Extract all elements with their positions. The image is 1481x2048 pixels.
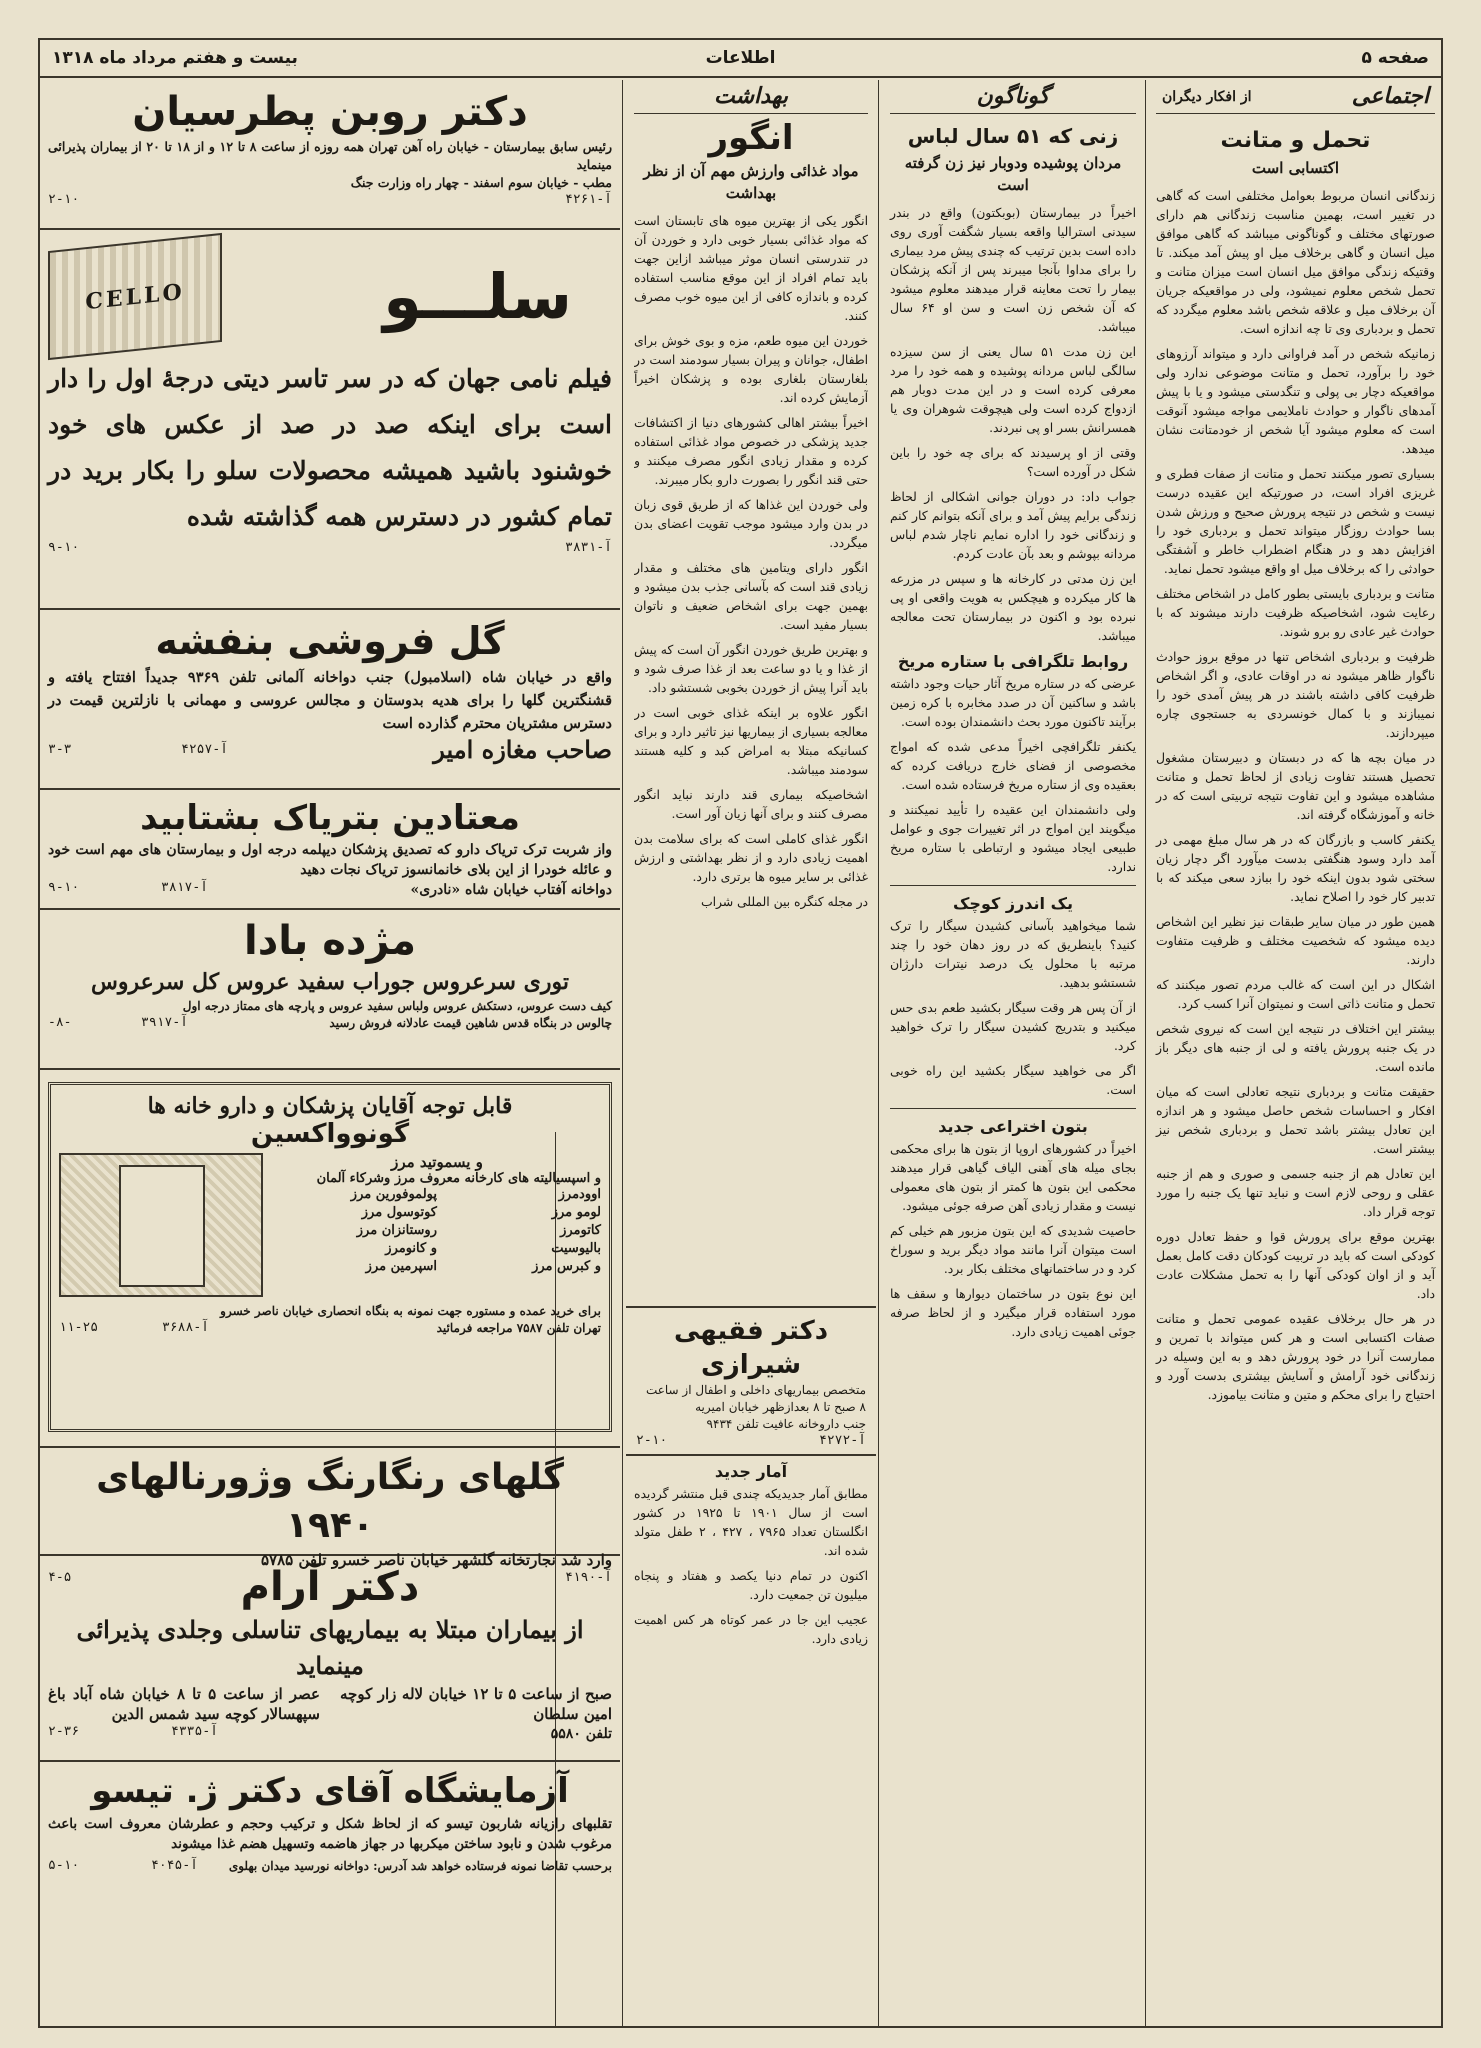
paragraph: بهترین موقع برای پرورش قوا و حفظ تعادل دوره کودکی است که باید در تربیت کودکان دقت کامل بعمل آید و از اوان کودکی آنها را به تحمل مشکلات عادت داد. [1156,1230,1435,1301]
article-body [1156,187,1435,1405]
ad-laboratory [40,1762,620,1912]
ad-doctor-faghihi [626,1306,876,1456]
ad-address: برحسب تقاضا نمونه فرستاده خواهد شد آدرس: دواخانه نورسید میدان بهلوی [228,1859,612,1873]
ad-code-row [59,1320,209,1337]
ad-code: آ-۳۸۱۷ [161,880,208,895]
paragraph: انگور یکی از بهترین میوه های تابستان است که مواد غذائی بسیار خوبی دارد و خوردن آن در تندرستی انسان موثر میباشد ازاین جهت باید تمام افراد از این موقع مناسب استفاده کرده و باندازه کافی از این میوه خوب مصرف کنند. [634,214,868,323]
ad-code: آ-۳۶۸۸ [162,1320,209,1335]
ad-hours-evening: عصر از ساعت ۵ تا ۸ خیابان شاه آباد باغ سپهسالار کوچه سید شمس الدین [48,1685,320,1723]
ad-title: معتادین بتریاک بشتابید [140,798,520,838]
ad-code-secondary: ۳-۳ [48,742,72,757]
paragraph: و بهترین طریق خوردن انگور آن است که پیش از غذا و یا دو ساعت بعد از غذا صرف شود و باید آنرا پیش از خوردن بخوبی شستشو داد. [634,643,868,695]
product-item: لومو مرز [551,1205,601,1220]
paragraph: این زن مدت ۵۱ سال یعنی از سن سیزده سالگی لباس مردانه پوشیده و همه خود را مرد معرفی کرده است و در این مدت دوبار هم ازدواج کرده است ولی هیچوقت شوهران وی یا همسرانش بسر او پی نبردند. [890,345,1136,435]
masthead [40,40,1441,78]
ad-code: آ-۴۱۹۰ [565,1570,612,1585]
paragraph: انگور غذای کاملی است که برای سلامت بدن اهمیت زیادی دارد و از نظر بهداشتی و ارزش غذائی بر سایر میوه ها برتری دارد. [634,832,868,884]
product-item: کاتومرز [560,1223,601,1238]
ad-title: گلهای رنگارنگ وژورنالهای ۱۹۴۰ [96,1457,564,1546]
ad-text: کیف دست عروس، دستکش عروس ولباس سفید عروس و پارچه های ممتاز درجه اول [182,999,612,1013]
section-kicker: اجتماعی [1351,84,1429,109]
film-box-image [48,232,222,359]
ad-bridal [40,910,620,1070]
issue-date: بیست و هفتم مرداد ماه ۱۳۱۸ [52,48,298,68]
product-list [273,1186,601,1276]
ad-hours-morning: صبح از ساعت ۵ تا ۱۲ خیابان لاله زار کوچه امین سلطان [340,1685,612,1723]
ad-code-secondary: ۵-۱۰ [48,1858,80,1873]
ad-line: جنب داروخانه عافیت تلفن ۹۴۳۴ [706,1417,866,1431]
paragraph: بسیاری تصور میکنند تحمل و متانت از صفات فطری و غریزی افراد است، در صورتیکه این عقیده درست نیست و شخص در نتیجه پرورش صحیح و ورزش شدن بسا حوادث روزگار میتواند تحمل و بردباری خود را افزایش دهد و در هنگام اضطراب خاطر و آشفتگی حوادثی را که برخلاف میل او واقع میشود تحمل نماید. [1156,467,1435,576]
ad-code: آ-۴۰۴۵ [151,1858,198,1873]
ad-code-secondary: -۸- [48,1015,72,1030]
paragraph: عجیب این جا در عمر کوتاه هر کس اهمیت زیادی دارد. [634,1613,868,1646]
article-body [634,212,868,1302]
ad-code-secondary: ۹-۱۰ [48,540,80,555]
ad-title: مژده بادا [244,918,416,964]
section-kicker: بهداشت [714,84,788,109]
column-ads [40,80,620,2026]
paragraph: اگر می خواهید سیگار بکشید این راه خوبی است. [890,1064,1136,1097]
paragraph: این زن مدتی در کارخانه ها و سپس در مزرعه ها کار میکرده و هیچکس به هویت واقعی او پی نبرده بود و اکنون در بیمارستان تحت معالجه میباشد. [890,572,1136,643]
ad-title: دکتر آرام [240,1564,420,1610]
paragraph: یکنفر تلگرافچی اخیراً مدعی شده که امواج مخصوصی از فضای خارج دریافت کرده که بعقیده وی از ستاره مریخ فرستاده شده است. [890,740,1136,792]
article-subtitle: مواد غذائی وارزش مهم آن از نظر بهداشت [643,162,859,202]
ad-code-row [636,1433,866,1448]
paragraph: مطابق آمار جدیدیکه چندی قبل منتشر گردیده است از سال ۱۹۰۱ تا ۱۹۲۵ در کشور انگلستان تعداد ۷۹۶۵ ، ۴۲۷ ، ۲ طفل متولد شده اند. [634,1487,869,1558]
ad-pharma [40,1070,620,1448]
section-header [634,80,868,114]
paragraph: در مجله کنگره بین المللی شراب [701,895,868,909]
article-heading-smoke: یک اندرز کوچک [953,894,1073,913]
paragraph: خوردن این میوه طعم، مزه و بوی خوش برای اطفال، جوانان و پیران بسیار سودمند است در بلغارستان بلغاری بوده و پزشکان اخیراً آزمایش کرده اند. [634,334,868,405]
ad-line: مطب - خیابان سوم اسفند - چهار راه وزارت جنگ [350,175,612,190]
paragraph: همین طور در میان سایر طبقات نیز نظیر این اشخاص دیده میشود که شخصیت مختلف و ظرفیت متفاوت دارند. [1156,915,1435,967]
paragraph: اخیراً در بیمارستان (بوبکتون) واقع در بندر سیدنی استرالیا واقعه بسیار شگفت آوری روی داده است بدین ترتیب که چندی پیش مرد بیماری را برای مداوا بآنجا میبرند پس از آنکه پزشکان بیمار را تحت معاینه قرار میدهند معلوم میشود که آن شخص زن است و سن او ۶۴ سال میباشد. [890,206,1136,334]
article-title: تحمل و متانت [1220,128,1371,153]
article-heading-mars: روابط تلگرافی با ستاره مریخ [897,652,1129,671]
section-kicker-small: از افکار دیگران [1162,88,1252,105]
ad-title: دکتر فقیهی شیرازی [673,1316,829,1380]
ad-address: دواخانه آفتاب خیابان شاه «نادری» [410,882,612,898]
ad-phone: تهران تلفن ۷۵۸۷ مراجعه فرمائید [436,1321,601,1335]
ad-owner: صاحب مغازه امیر [433,735,612,764]
ad-code-secondary: ۹-۱۰ [48,880,80,895]
ad-title: گل فروشی بنفشه [155,619,505,663]
product-item: پولموفورین مرز [350,1187,437,1202]
ad-code-row [48,880,208,900]
column-rule [878,80,879,2026]
paragraph: جواب داد: در دوران جوانی اشکالی از لحاظ زندگی برایم پیش آمد و برای آنکه بتوانم کار کنم و زندگانی خود را اداره نمایم ناچار شدم لباس مردانه بپوشم و بعد بآن عادت کردم. [890,490,1136,561]
article-body [890,675,1136,877]
page-number: صفحه ۵ [1361,48,1429,68]
ad-text: واقع در خیابان شاه (اسلامبول) جنب دواخانه آلمانی تلفن ۹۳۶۹ جدیداً افتتاح یافته و قشنگترین گلها را برای هدیه بدوستان و مجالس عروسی و مهمانی با نازلترین قیمت در دسترس مشتریان محترم گذارده است [48,669,612,732]
paragraph: اشکال در این است که غالب مردم تصور میکنند که تحمل و متانت ذاتی است و نمیتوان آنرا کسب کرد. [1156,978,1435,1011]
product-item: بالیوسیت [551,1241,601,1256]
paragraph: ظرفیت و بردباری اشخاص تنها در موقع بروز حوادث ناگوار ظاهر میشود نه در اوقات عادی، و اگر اشخاص ظرفیت کافی داشته باشند در هر پیش آمدی خود را نمیبازند و با کمال خونسردی به جستجوی چاره میپردازند. [1156,650,1435,740]
paragraph: بیشتر این اختلاف در نتیجه این است که نیروی شخص در یک جنبه پرورش یافته و لی از جنبه های دیگر باز مانده است. [1156,1022,1435,1074]
ad-code-row [48,1724,218,1744]
ad-line: رئیس سابق بیمارستان - خیابان راه آهن تهران همه روزه از ساعت ۸ تا ۱۲ و از ۱۸ تا ۲۰ از بیماران پذیرائی مینماید [48,139,612,172]
paragraph: اشخاصیکه بیماری قند دارند نباید انگور مصرف کنند و برای آنها زیان آور است. [634,788,868,821]
ad-title: آزمایشگاه آقای دکتر ژ. تیسو [91,1771,569,1811]
paragraph: شما میخواهید بآسانی کشیدن سیگار را ترک کنید؟ باینطریق که در روز دهان خود را چند مرتبه با محلول یک درصد نیترات دارژان شستشو بدهید. [890,919,1136,990]
ad-address: چالوس در بنگاه قدس شاهین قیمت عادلانه فروش رسید [329,1016,612,1030]
ad-code-secondary: ۲-۳۶ [48,1724,80,1739]
section-header [890,80,1136,114]
ad-code-secondary: ۱۱-۲۵ [59,1320,99,1335]
article-heading-stats: آمار جدید [714,1462,788,1481]
ad-code-row [48,1858,198,1875]
column-health [626,80,876,2026]
medicine-box-image [59,1153,263,1297]
article-title: زنی که ۵۱ سال لباس [907,124,1119,148]
paragraph: ولی خوردن این غذاها که از طریق قوی زبان در بدن وارد میشود موجب تقویت اعضای بدن میگردد. [634,498,868,550]
ad-doctor-petrosian [40,80,620,230]
paragraph: حاصیت شدیدی که این بتون مزبور هم خیلی کم است میتوان آنرا مانند مواد دیگر برید و سوراخ کرد و در ساختمانهای مختلف بکار برد. [890,1224,1136,1276]
article-title: انگور [708,118,794,158]
article-subtitle: مردان پوشیده ودوبار نیز زن گرفته است [904,154,1122,194]
ad-code-secondary: ۲-۱۰ [48,192,80,207]
divider [890,885,1136,886]
ad-code: آ-۴۲۷۲ [819,1433,866,1448]
paragraph: در میان بچه ها که در دبستان و دبیرستان مشغول تحصیل هستند تفاوت زیادی از لحاظ تحمل و متانت مشاهده میشود و این تفاوت نتیجه تربیتی است که در خانه و آموزشگاه گرفته اند. [1156,751,1435,822]
ad-code: آ-۴۲۵۷ [181,742,228,757]
product-item: اوودمرز [558,1187,601,1202]
column-misc [882,80,1144,2026]
paragraph: حقیقت متانت و بردباری نتیجه تعادلی است که میان افکار و احساسات شخص حاصل میشود و هر اندازه این تعادل بیشتر باشد تحمل و بردباری شخص نیز بیشتر است. [1156,1085,1435,1156]
ad-opium-cure [40,790,620,910]
ad-text: تقلبهای رازیانه شاربون تیسو که از لحاظ شکل و ترکیب وحجم و عطرشان معروف است باعث مرغوب شدن و نابود ساختن میکربها در جهاز هاضمه وتسهیل هضم غذا میشوند [48,1816,612,1852]
newspaper-page [38,38,1443,2028]
brand-name: سلـــو [383,259,572,333]
product-item: و کبرس مرز [532,1259,601,1274]
ad-subtitle: و یسموتید مرز [391,1153,483,1171]
paragraph: انگور علاوه بر اینکه غذای خوبی است در معالجه بسیاری از بیماریها نیز تاثیر دارد و برای کسانیکه مبتلا به امراض کبد و کلیه هستند سودمند میباشد. [634,706,868,777]
paragraph: این نوع بتون در ساختمان دیوارها و سقف ها مورد استفاده قرار میگیرد و از لحاظ صرفه جوئی اهمیت زیادی دارد. [890,1287,1136,1339]
product-item: کوتوسول مرز [361,1205,437,1220]
ad-code: آ-۳۸۳۱ [565,540,612,555]
ad-title: دکتر روبن پطرسیان [132,89,528,135]
section-header [1156,80,1435,114]
ad-text: وارد شد نجارتخانه گلشهر خیابان ناصر خسرو تلفن ۵۷۸۵ [261,1551,612,1569]
ad-flower-shop [40,610,620,790]
paragraph: در هر حال برخلاف عقیده عمومی تحمل و متانت صفات اکتسابی است و هر کس میتواند با تمرین و ممارست آنرا در خود پرورش دهد و به این وسیله در زندگانی خود آرامش و آسایش بیشتری بدست آورد و احتیاج را برای محکم و متین و متانت بیاموزد. [1156,1312,1435,1402]
paragraph: عرضی که در ستاره مریخ آثار حیات وجود داشته باشد و ساکنین آن در صدد مخابره با کره زمین برآیند تاکنون مورد بحث دانشمندان بوده است. [890,677,1136,729]
product-item: و کانومرز [385,1241,437,1256]
ad-code: آ-۳۹۱۷ [141,1015,188,1030]
ad-colors-journals [40,1448,620,1585]
ad-phone: تلفن ۵۵۸۰ [550,1726,612,1742]
article-subtitle: اکتسابی است [1251,159,1340,177]
paragraph: از آن پس هر وقت سیگار بکشید طعم بدی حس میکنید و بتدریج کشیدن سیگار را ترک خواهید کرد. [890,1001,1136,1053]
ad-cello-film [40,230,620,610]
box-label: CELLO [85,277,185,315]
ad-code-row [48,192,612,207]
paragraph: متانت و بردباری بایستی بطور کامل در اشخاص مختلف رعایت شود، اشخاصیکه ظرفیت دارند میشوند که با حوادث غیر عادی رو برو شوند. [1156,587,1435,639]
article-body [634,1485,868,1649]
column-rule [622,80,623,2026]
paragraph: این تعادل هم از جنبه جسمی و صوری و هم از جنبه عقلی و روحی لازم است و نباید تنها یک جنبه را مورد توجه قرار داد. [1156,1167,1435,1219]
ad-doctor-aram [40,1556,620,1762]
column-social [1148,80,1443,2026]
ad-text: واز شربت ترک تریاک دارو که تصدیق پزشکان دیپلمه درجه اول و بیمارستان های مهم است خود و عائله خودرا از این بلای خانمانسوز تریاک نجات دهید [48,842,612,878]
paragraph: اکنون در تمام دنیا یکصد و هفتاد و پنجاه میلیون تن جمعیت دارد. [634,1569,868,1602]
ad-headline: توری سرعروس جوراب سفید عروس کل سرعروس [91,969,569,995]
paragraph: یکنفر کاسب و بازرگان که در هر سال مبلغ مهمی در آمد دارد وسود هنگفتی بدست میآورد اگر دچار زیان سختی شود بدون اینکه خود را ببازد سعی میکند که با تدبیر کار خود را اصلاح نماید. [1156,833,1435,904]
article-body [890,917,1136,1100]
article-body [890,204,1136,646]
ad-code-secondary: ۴-۵ [48,1570,72,1585]
ad-code-secondary: ۲-۱۰ [636,1433,668,1448]
paragraph: زمانیکه شخص در آمد فراوانی دارد و میتواند آرزوهای خود را برآورد، تحمل و متانت موضوعی ندارد ولی مواقعیکه دچار بی پولی و تنگدستی میشود و یا با پیش آمدهای ناگوار و حوادث ناملایمی مواجه میشود آنوقت است که معلوم میشود آیا شخص از خودمتانت نشان میدهد. [1156,347,1435,456]
divider [890,1108,1136,1109]
ad-agency: برای خرید عمده و مستوره جهت نمونه به بنگاه انحصاری خیابان ناصر خسرو [220,1304,601,1318]
ad-desc: و اسپسیالیته های کارخانه معروف مرز وشرکاء آلمان [316,1171,601,1186]
ad-product: گونوواکسین [250,1119,410,1149]
vial-icon [119,1165,205,1287]
paragraph: انگور دارای ویتامین های مختلف و مقدار زیادی قند است که بآسانی جذب بدن میشود و بهمین جهت برای اشخاص ضعیف و ناتوان بسیار مفید است. [634,561,868,632]
ad-code-row [48,742,228,757]
ad-heading: قابل توجه آقایان پزشکان و دارو خانه ها [147,1093,513,1119]
section-kicker: گوناگون [976,84,1050,109]
newspaper-name: اطلاعات [705,48,776,68]
column-rule [1145,80,1146,2026]
paragraph: زندگانی انسان مربوط بعوامل مختلفی است که گاهی در تغییر است، بهمین مناسبت زندگانی هم دارای صورتهای مختلف و گوناگونی میباشد که گاهی موافق میل انسان و گاهی برخلاف میل او پیش آمد میکند. تا وقتیکه زندگی موافق میل انسان است میزان متانت و تحمل شخص معلوم نمیشود، ولی در مواقعیکه جریان آن برخلاف میل و علاقه شخص باشد معلوم میگردد که تحمل و بردباری وی تا چه اندازه است. [1156,189,1435,336]
paragraph: وقتی از او پرسیدند که برای چه خود را باین شکل در آورده است؟ [890,446,1136,479]
paragraph: اخیراً در کشورهای اروپا از بتون ها برای محکمی بجای میله های آهنی الیاف گیاهی قرار میدهند محکمی این بتون ها کمتر از بتون های معمولی نیست و مقدار زیادی آهن صرفه جوئی میشود. [890,1142,1136,1213]
product-item: روستانزان مرز [356,1223,437,1238]
paragraph: ولی دانشمندان این عقیده را تأیید نمیکنند و میگویند این امواج در اثر تغییرات جوی و عوامل طبیعی ایجاد میشود و ارتباطی با ستاره مریخ ندارد. [890,803,1136,874]
ad-text: فیلم نامی جهان که در سر تاسر دیتی درجهٔ اول را دار است برای اینکه صد در صد از عکس های خود خوشنود باشید همیشه محصولات سلو را بکار برید در تمام کشور در دسترس همه گذاشته شده [48,364,612,531]
ad-code: آ-۴۳۳۵ [171,1724,218,1739]
ad-code-row [48,1015,188,1032]
ad-line: متخصص بیماریهای داخلی و اطفال از ساعت ۸ صبح تا ۸ بعدازظهر خیابان امیریه [645,1383,866,1414]
article-heading-concrete: بتون اختراعی جدید [938,1117,1088,1136]
ad-code-row [48,540,612,555]
article-body [890,1140,1136,1342]
ad-code: آ-۴۲۶۱ [565,192,612,207]
product-item: اسپرمین مرز [365,1259,437,1274]
ad-headline: از بیماران مبتلا به بیماریهای تناسلی وجلدی پذیرائی مینماید [76,1615,584,1680]
paragraph: اخیراً بیشتر اهالی کشورهای دنیا از اکتشافات جدید پزشکی در خصوص مواد غذائی استفاده کرده و مقدار زیادی انگور مصرف میکنند و حتی قند انگور را بصورت دارو بکار میبرند. [634,416,868,487]
